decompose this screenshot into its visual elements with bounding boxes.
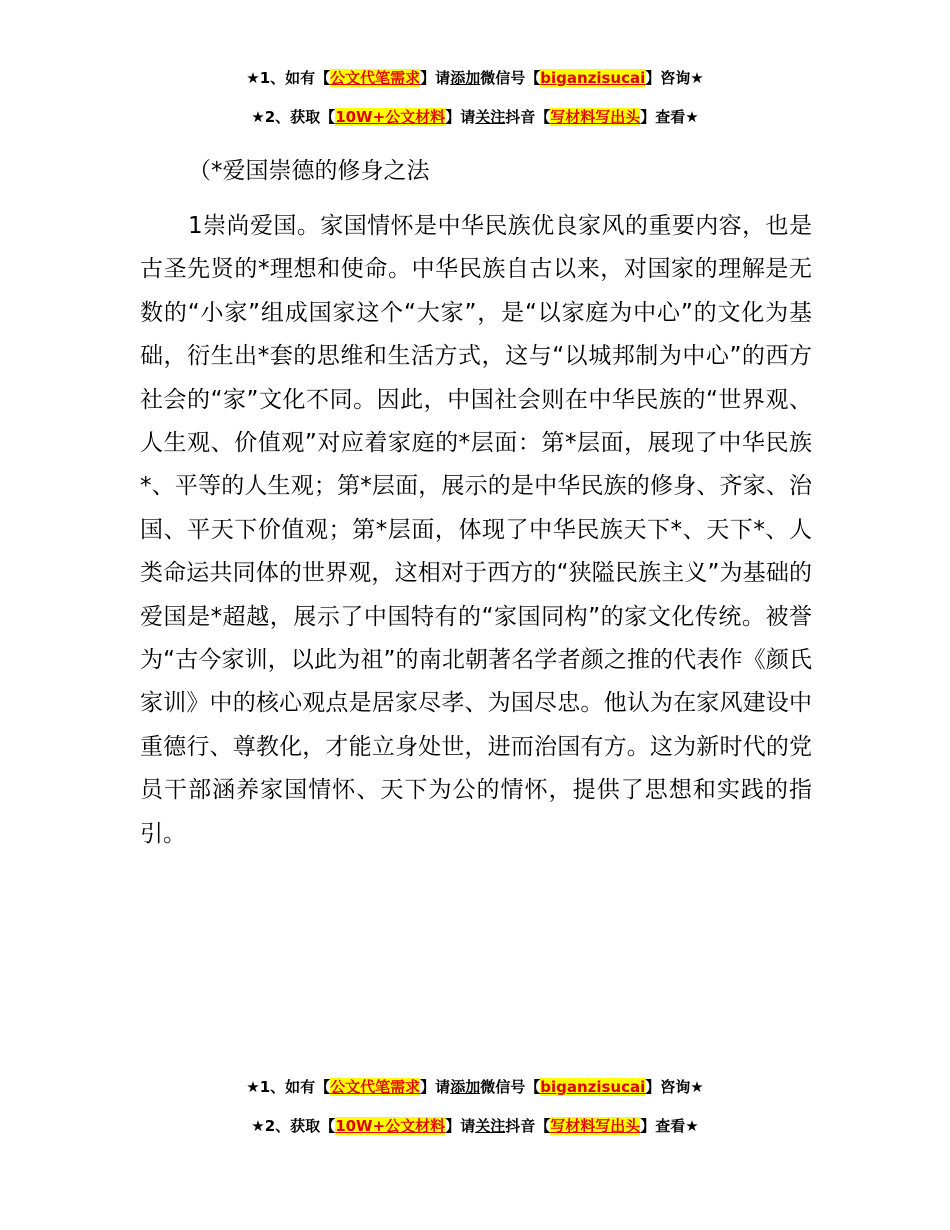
- promo-suffix: 】咨询★: [645, 69, 704, 87]
- promo-underline-text: 添加: [450, 1078, 481, 1096]
- promo-suffix: 】查看★: [640, 1117, 699, 1135]
- promo-underline-text: 添加: [450, 69, 481, 87]
- promo-highlight-service: 公文代笔需求: [330, 1078, 421, 1096]
- promo-highlight-materials: 10W+公文材料: [335, 108, 446, 126]
- promo-prefix: ★2、获取【: [251, 1117, 336, 1135]
- promo-highlight-douyin-id: 写材料写出头: [550, 1117, 641, 1135]
- body-paragraph: 1崇尚爱国。家国情怀是中华民族优良家风的重要内容，也是古圣先贤的*理想和使命。中华民族自古以来，对国家的理解是无数的“小家”组成国家这个“大家”，是“以家庭为中心”的文化为基础，衍生出*套的思维和生活方式，这与“以城邦制为中心”的西方社会的“家”文化不同。因此，中国社会则在中华民族的“世界观、人生观、价值观”对应着家庭的*层面：第*层面，展现了中华民族*、平等的人生观；第*层面，展示的是中华民族的修身、齐家、治国、平天下价值观；第*层面，体现了中华民族天下*、天下*、人类命运共同体的世界观，这相对于西方的“狭隘民族主义”为基础的爱国是*超越，展示了中国特有的“家国同构”的家文化传统。被誉为“古今家训，以此为祖”的南北朝著名学者颜之推的代表作《颜氏家训》中的核心观点是居家尽孝、为国尽忠。他认为在家风建设中重德行、尊教化，才能立身处世，进而治国有方。这为新时代的党员干部涵养家国情怀、天下为公的情怀，提供了思想和实践的指引。: [140, 213, 812, 847]
- promo-highlight-service: 公文代笔需求: [330, 69, 421, 87]
- header-promo-line-2: [0, 107, 950, 127]
- promo-highlight-wechat-id: biganzisucai: [540, 1078, 646, 1096]
- promo-highlight-douyin-id: 写材料写出头: [550, 108, 641, 126]
- promo-text: 微信号【: [480, 69, 541, 87]
- promo-highlight-wechat-id: biganzisucai: [540, 69, 646, 87]
- promo-text: 抖音【: [505, 1117, 551, 1135]
- promo-prefix: ★2、获取【: [251, 108, 336, 126]
- promo-prefix: ★1、如有【: [246, 1078, 331, 1096]
- footer-promo-line-1: [0, 1077, 950, 1097]
- header-promo-line-1: [0, 68, 950, 88]
- footer-promo-line-2: [0, 1116, 950, 1136]
- promo-text: 】请: [445, 1117, 476, 1135]
- promo-prefix: ★1、如有【: [246, 69, 331, 87]
- promo-text: 】请: [420, 1078, 451, 1096]
- promo-highlight-materials: 10W+公文材料: [335, 1117, 446, 1135]
- promo-text: 】请: [420, 69, 451, 87]
- promo-suffix: 】查看★: [640, 108, 699, 126]
- section-heading: （*爱国崇德的修身之法: [188, 158, 430, 184]
- promo-underline-text: 关注: [475, 1117, 506, 1135]
- promo-text: 微信号【: [480, 1078, 541, 1096]
- promo-underline-text: 关注: [475, 108, 506, 126]
- promo-suffix: 】咨询★: [645, 1078, 704, 1096]
- promo-text: 抖音【: [505, 108, 551, 126]
- promo-text: 】请: [445, 108, 476, 126]
